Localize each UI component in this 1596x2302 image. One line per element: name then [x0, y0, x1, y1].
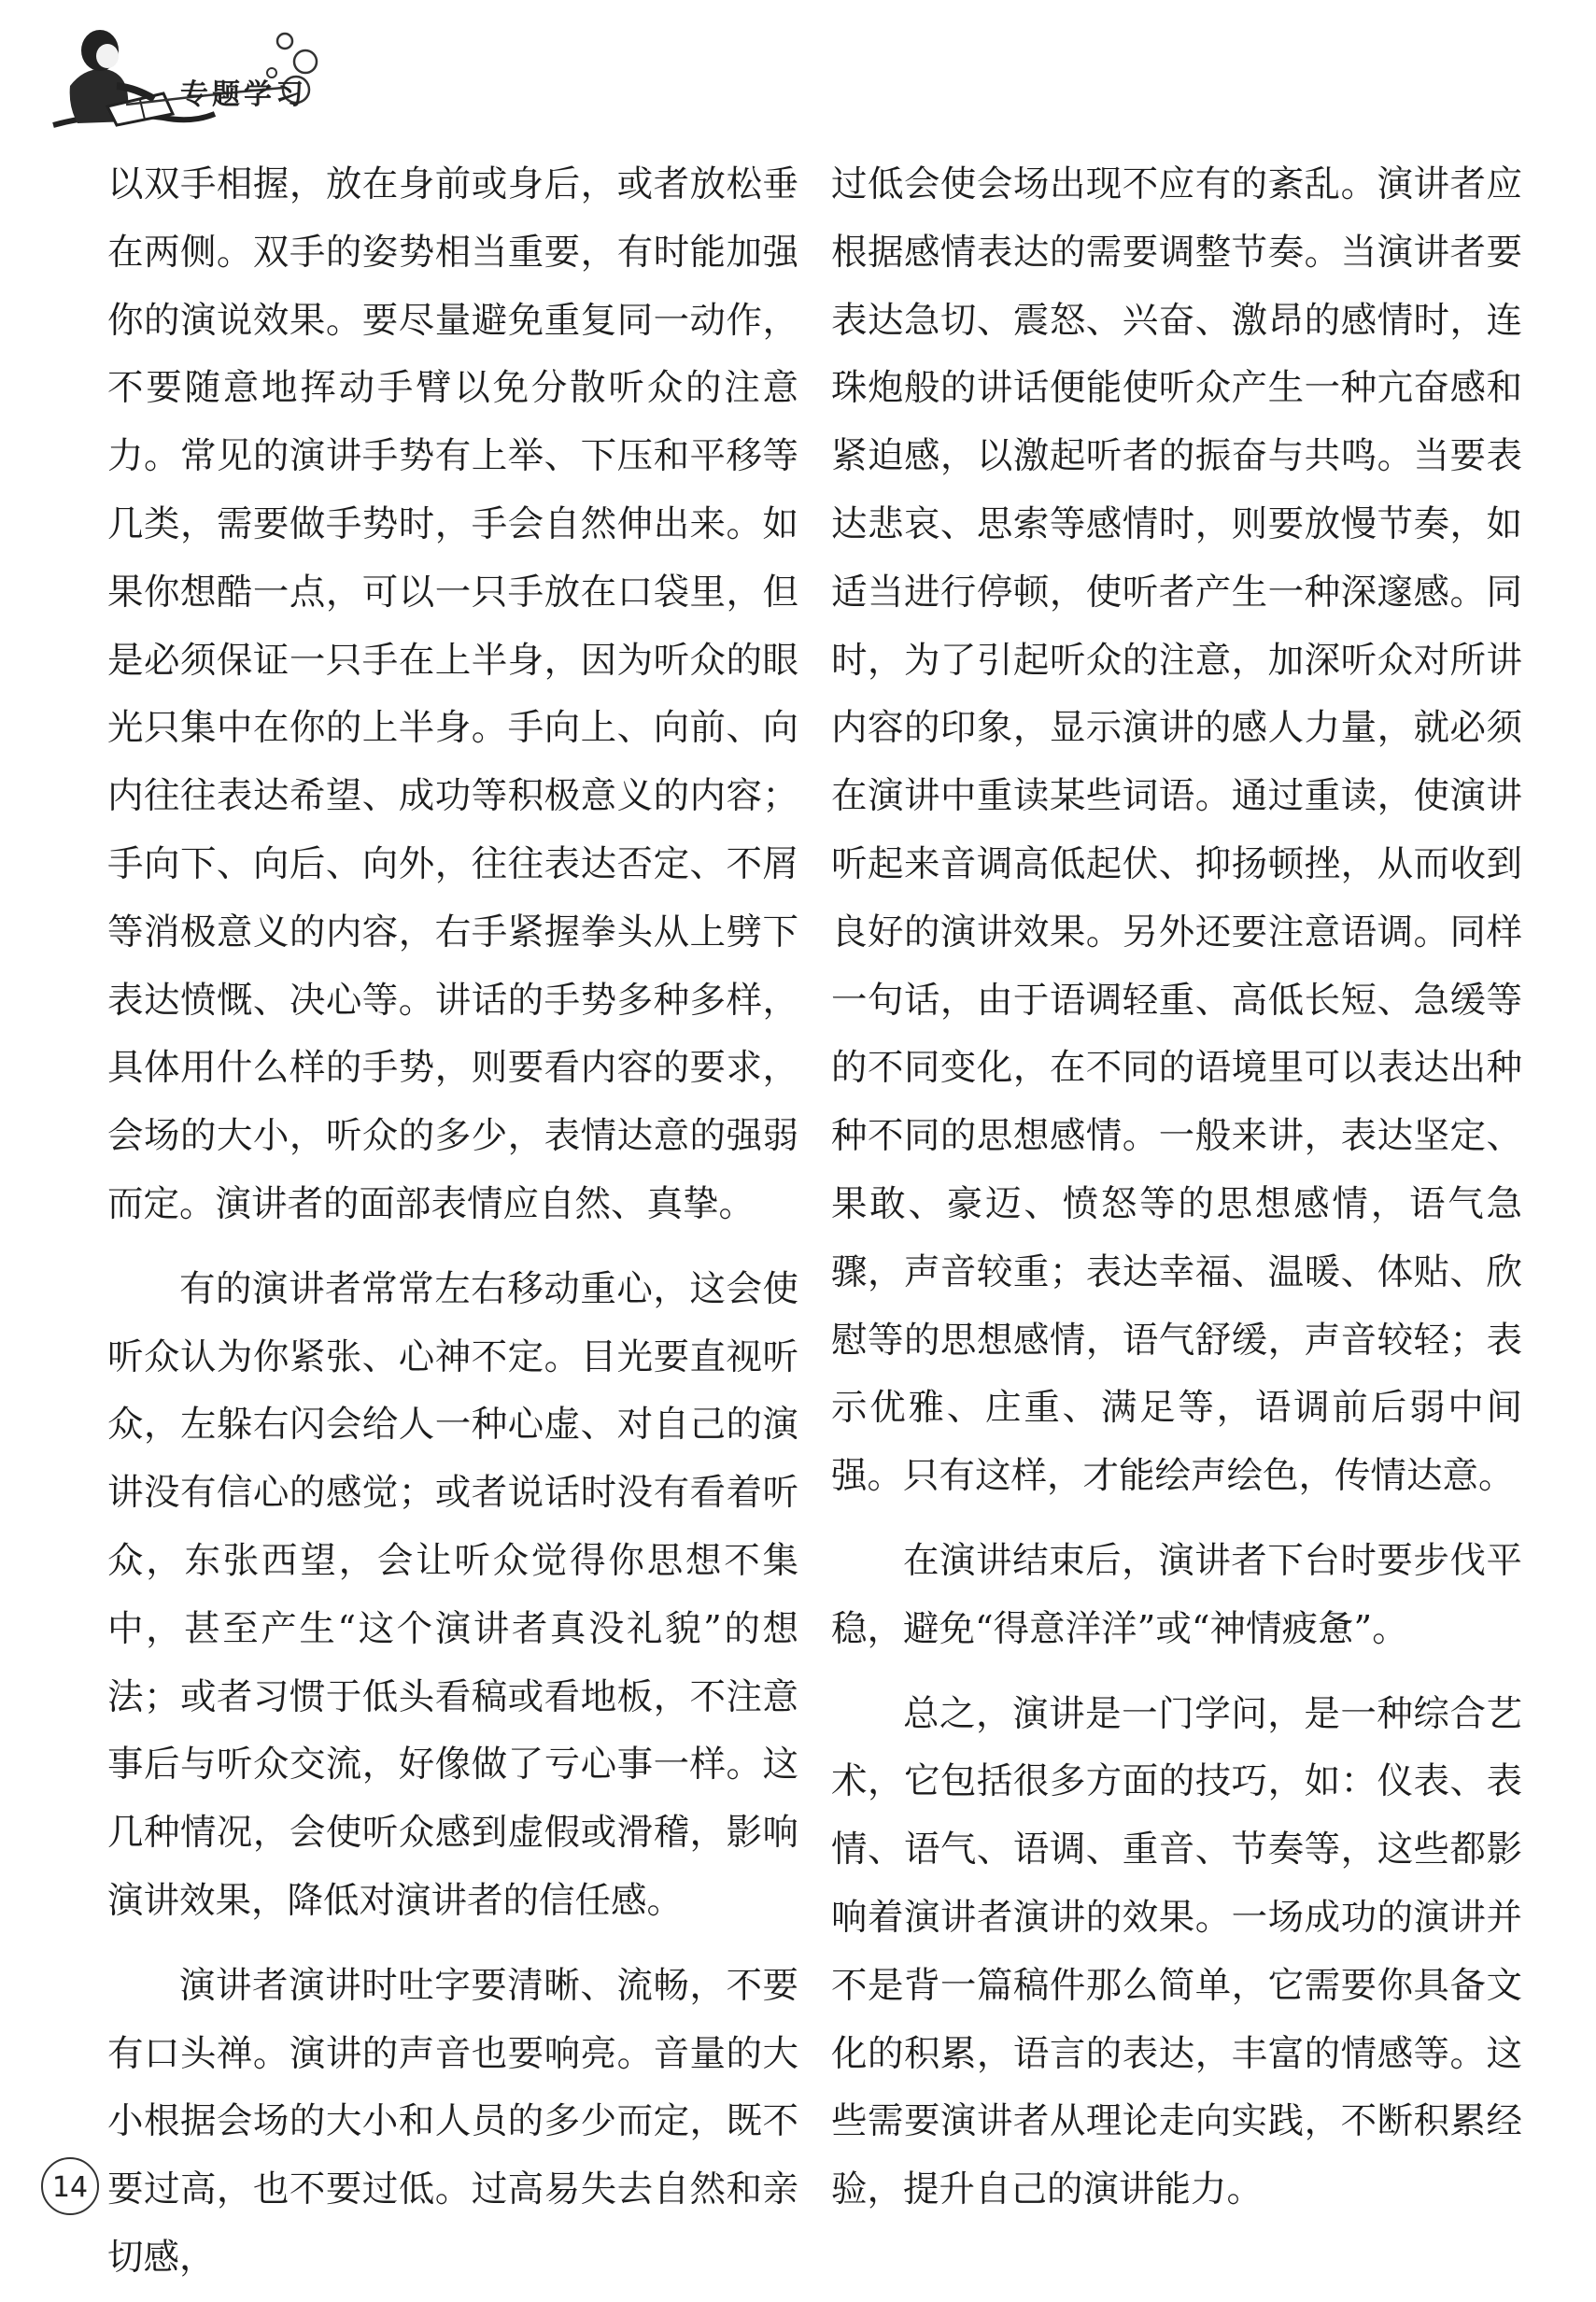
paragraph: 以双手相握，放在身前或身后，或者放松垂在两侧。双手的姿势相当重要，有时能加强你的演说效果。要尽量避免重复同一动作，不要随意地挥动手臂以免分散听众的注意力。常见的演讲手势有上举、下压和平移等几类，需要做手势时，手会自然伸出来。如果你想酷一点，可以一只手放在口袋里，但是必须保证一只手在上半身，因为听众的眼光只集中在你的上半身。手向上、向前、向内往往表达希望、成功等积极意义的内容；手向下、向后、向外，往往表达否定、不屑等消极意义的内容，右手紧握拳头从上劈下表达愤慨、决心等。讲话的手势多种多样，具体用什么样的手势，则要看内容的要求，会场的大小，听众的多少，表情达意的强弱而定。演讲者的面部表情应自然、真挚。 — [107, 163, 798, 1225]
section-title: 专题学习 — [180, 78, 307, 111]
paragraph: 演讲者演讲时吐字要清晰、流畅，不要有口头禅。演讲的声音也要响亮。音量的大小根据会场的大小和人员的多少而定，既不要过高，也不要过低。过高易失去自然和亲切感， — [107, 1964, 798, 2279]
paragraph: 在演讲结束后，演讲者下台时要步伐平稳，避免“得意洋洋”或“神情疲惫”。 — [831, 1539, 1522, 1650]
paragraph: 有的演讲者常常左右移动重心，这会使听众认为你紧张、心神不定。目光要直视听众，左躲右闪会给人一种心虚、对自己的演讲没有信心的感觉；或者说话时没有看着听众，东张西望，会让听众觉得你思想不集中，甚至产生“这个演讲者真没礼貌”的想法；或者习惯于低头看稿或看地板，不注意事后与听众交流，好像做了亏心事一样。这几种情况，会使听众感到虚假或滑稽，影响演讲效果，降低对演讲者的信任感。 — [107, 1267, 798, 1922]
left-column — [107, 151, 798, 2293]
page-header — [51, 21, 425, 137]
right-column — [831, 151, 1522, 2224]
paragraph: 过低会使会场出现不应有的紊乱。演讲者应根据感情表达的需要调整节奏。当演讲者要表达急切、震怒、兴奋、激昂的感情时，连珠炮般的讲话便能使听众产生一种亢奋感和紧迫感，以激起听者的振奋与共鸣。当要表达悲哀、思索等感情时，则要放慢节奏，如适当进行停顿，使听者产生一种深邃感。同时，为了引起听众的注意，加深听众对所讲内容的印象，显示演讲的感人力量，就必须在演讲中重读某些词语。通过重读，使演讲听起来音调高低起伏、抑扬顿挫，从而收到良好的演讲效果。另外还要注意语调。同样一句话，由于语调轻重、高低长短、急缓等的不同变化，在不同的语境里可以表达出种种不同的思想感情。一般来讲，表达坚定、果敢、豪迈、愤怒等的思想感情，语气急骤，声音较重；表达幸福、温暖、体贴、欣慰等的思想感情，语气舒缓，声音较轻；表示优雅、庄重、满足等，语调前后弱中间强。只有这样，才能绘声绘色，传情达意。 — [831, 163, 1522, 1498]
paragraph: 总之，演讲是一门学问，是一种综合艺术，它包括很多方面的技巧，如：仪表、表情、语气、语调、重音、节奏等，这些都影响着演讲者演讲的效果。一场成功的演讲并不是背一篇稿件那么简单，它需要你具备文化的积累，语言的表达，丰富的情感等。这些需要演讲者从理论走向实践，不断积累经验，提升自己的演讲能力。 — [831, 1692, 1522, 2211]
page-number: 14 — [41, 2157, 99, 2215]
